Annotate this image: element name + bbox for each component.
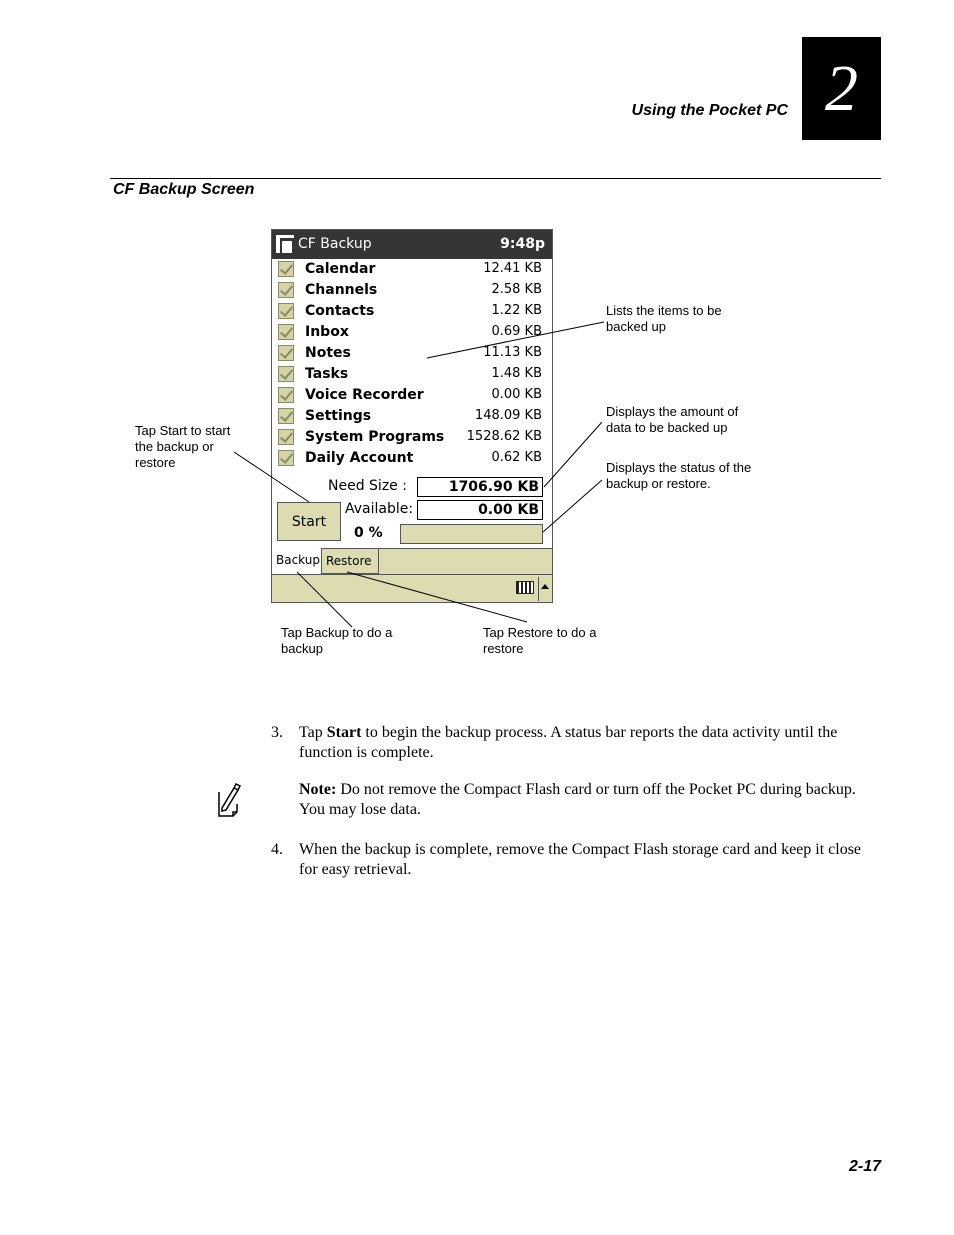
item-name: Channels: [305, 282, 378, 298]
need-size-label: Need Size :: [328, 478, 407, 494]
start-button[interactable]: Start: [277, 502, 341, 541]
header-rule: [110, 178, 881, 179]
item-name: Calendar: [305, 261, 376, 277]
available-label: Available:: [345, 501, 414, 517]
list-item[interactable]: [272, 427, 552, 448]
callout-start: Tap Start to start the backup or restore: [135, 423, 231, 470]
title-bar: [272, 230, 552, 259]
note-body: Do not remove the Compact Flash card or turn off the Pocket PC during backup. You may lose data.: [299, 781, 856, 818]
step-text-part: to begin the backup process. A status bar reports the data activity until the function is complete.: [299, 724, 838, 761]
list-item[interactable]: [272, 322, 552, 343]
tab-restore[interactable]: Restore: [322, 548, 379, 574]
pocket-pc-screen: [271, 229, 553, 603]
callout-backup-tab: Tap Backup to do a backup: [281, 625, 393, 656]
item-size: 1.22 KB: [491, 303, 542, 318]
checkbox[interactable]: [278, 345, 294, 361]
item-size: 0.69 KB: [491, 324, 542, 339]
checkbox[interactable]: [278, 324, 294, 340]
checkbox[interactable]: [278, 450, 294, 466]
up-arrow-icon[interactable]: [541, 584, 549, 589]
item-name: Notes: [305, 345, 351, 361]
item-name: Daily Account: [305, 450, 414, 466]
command-bar: [272, 574, 552, 602]
separator: [538, 577, 539, 601]
figure-title: CF Backup Screen: [113, 181, 255, 198]
item-size: 0.00 KB: [491, 387, 542, 402]
item-size: 11.13 KB: [483, 345, 542, 360]
step-text-part: Tap: [299, 724, 327, 741]
note-label: Note:: [299, 781, 337, 798]
callout-amount: Displays the amount of data to be backed up: [606, 404, 739, 435]
list-item[interactable]: [272, 343, 552, 364]
item-size: 1528.62 KB: [466, 429, 542, 444]
clock[interactable]: 9:48p: [500, 236, 545, 252]
item-name: Voice Recorder: [305, 387, 424, 403]
available-value: 0.00 KB: [417, 500, 543, 520]
need-size-value: 1706.90 KB: [417, 477, 543, 497]
item-name: System Programs: [305, 429, 445, 445]
item-name: Contacts: [305, 303, 375, 319]
chapter-number-box: 2: [802, 37, 881, 140]
checkbox[interactable]: [278, 366, 294, 382]
callout-items-list: Lists the items to be backed up: [606, 303, 722, 334]
status-progress-bar: [400, 524, 543, 544]
running-head: Using the Pocket PC: [631, 102, 788, 119]
note-pencil-icon: [216, 782, 242, 818]
note-text: [299, 780, 869, 820]
item-name: Inbox: [305, 324, 349, 340]
checkbox[interactable]: [278, 408, 294, 424]
item-size: 2.58 KB: [491, 282, 542, 297]
list-item[interactable]: [272, 301, 552, 322]
progress-percent: 0 %: [354, 525, 383, 541]
checkbox[interactable]: [278, 303, 294, 319]
callout-status: Displays the status of the backup or restore.: [606, 460, 752, 491]
list-item[interactable]: [272, 448, 552, 469]
step-number: 3.: [271, 724, 283, 741]
step-bold-term: Start: [326, 724, 362, 741]
list-item[interactable]: [272, 406, 552, 427]
callout-restore-tab: Tap Restore to do a restore: [483, 625, 597, 656]
tab-strip: [272, 548, 552, 574]
checkbox[interactable]: [278, 387, 294, 403]
cf-backup-app-icon[interactable]: [276, 235, 294, 253]
step-text: [299, 723, 869, 763]
item-name: Settings: [305, 408, 372, 424]
item-size: 12.41 KB: [483, 261, 542, 276]
item-size: 1.48 KB: [491, 366, 542, 381]
item-size: 0.62 KB: [491, 450, 542, 465]
step-number: 4.: [271, 841, 283, 858]
item-size: 148.09 KB: [474, 408, 542, 423]
item-name: Tasks: [305, 366, 349, 382]
step-text: When the backup is complete, remove the Compact Flash storage card and keep it close for easy retrieval.: [299, 841, 862, 878]
list-item[interactable]: [272, 364, 552, 385]
list-item[interactable]: [272, 280, 552, 301]
checkbox[interactable]: [278, 282, 294, 298]
keyboard-icon[interactable]: [516, 581, 534, 594]
checkbox[interactable]: [278, 261, 294, 277]
checkbox[interactable]: [278, 429, 294, 445]
app-title: CF Backup: [298, 236, 372, 252]
list-item[interactable]: [272, 259, 552, 280]
list-item[interactable]: [272, 385, 552, 406]
page-number: 2-17: [848, 1158, 881, 1175]
tab-backup[interactable]: Backup: [272, 548, 322, 574]
